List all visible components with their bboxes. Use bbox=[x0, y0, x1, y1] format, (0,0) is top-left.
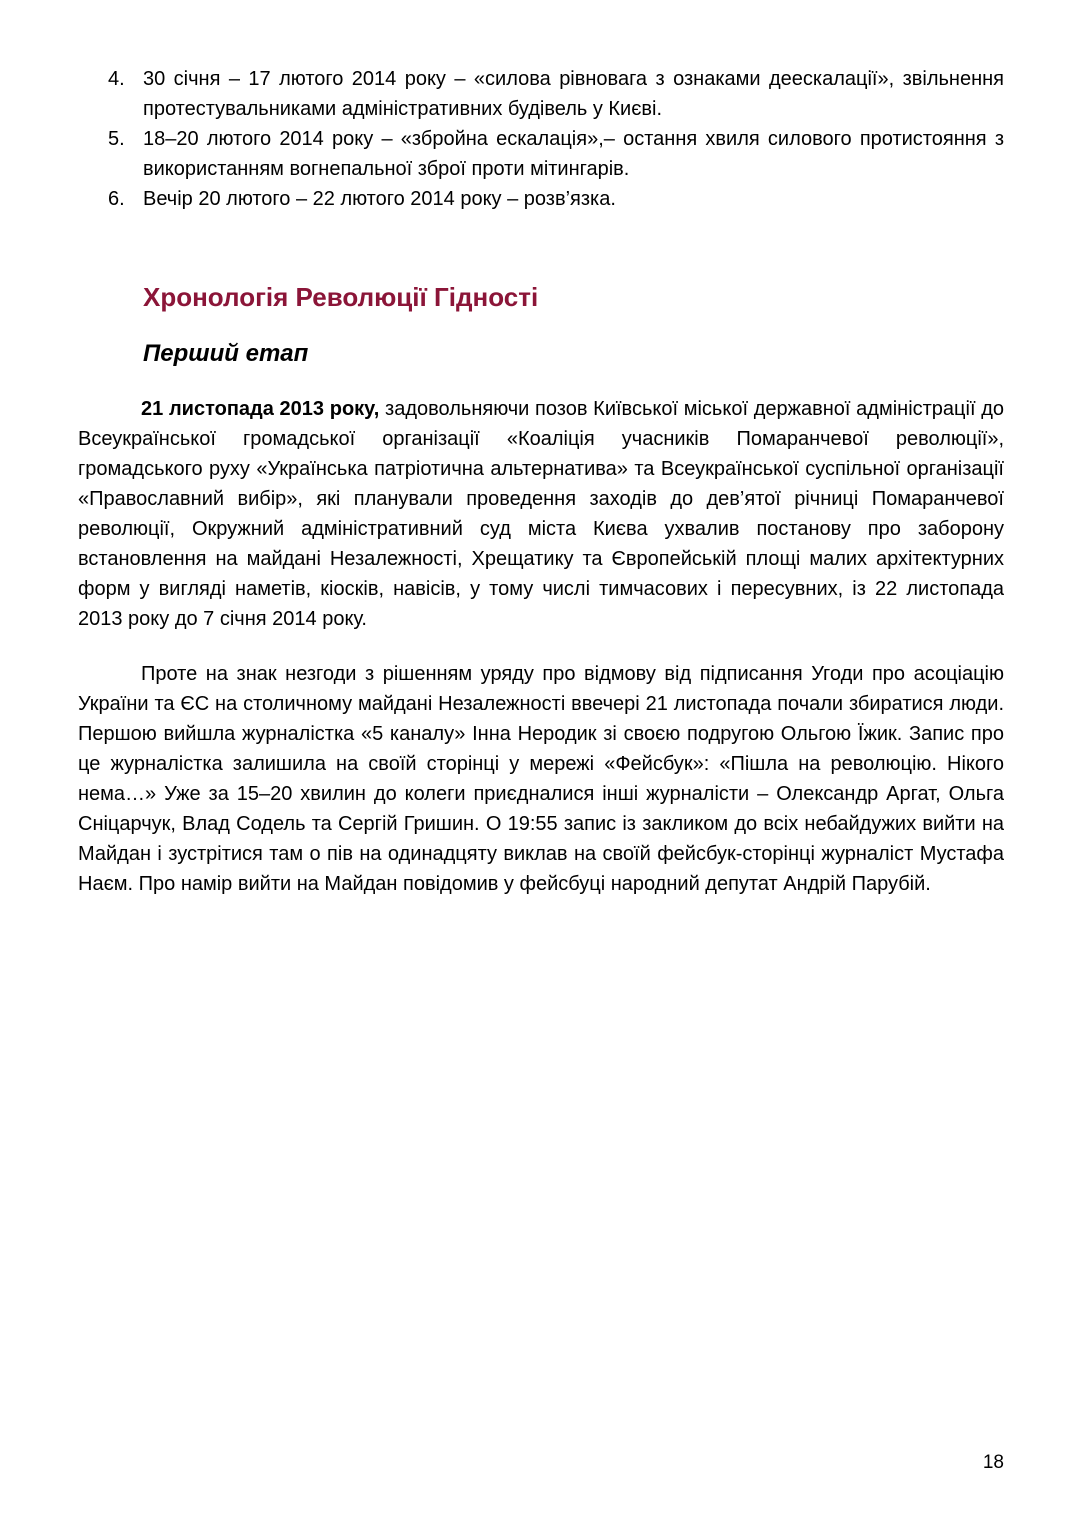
body-paragraph bbox=[78, 394, 1004, 634]
list-item-number: 4. bbox=[108, 68, 125, 90]
paragraph-text: задовольняючи позов Київської міської державної адміністрації до Всеукраїнської громадської організації «Коаліція учасників Помаранчевої революції», громадського руху «Українська патріотична альтернатива» та Всеукраїнської суспільної організації «Православний вибір», які планували проведення заходів до дев’ятої річниці Помаранчевої революції, Окружний адміністративний суд міста Києва ухвалив постанову про заборону встановлення на майдані Незалежності, Хрещатику та Європейській площі малих архітектурних форм у вигляді наметів, кіосків, навісів, у тому числі тимчасових і пересувних, із 22 листопада 2013 року до 7 січня 2014 року. bbox=[78, 398, 1004, 630]
paragraph-lead-date: 21 листопада 2013 року, bbox=[141, 398, 380, 420]
list-item bbox=[78, 124, 1004, 184]
list-item-number: 6. bbox=[108, 188, 125, 210]
list-item-number: 5. bbox=[108, 128, 125, 150]
page-number: 18 bbox=[982, 1452, 1004, 1473]
list-item-text: 18–20 лютого 2014 року – «збройна ескалація»,– остання хвиля силового протистояння з використанням вогнепальної зброї проти мітингарів. bbox=[143, 128, 1004, 180]
body-paragraph bbox=[78, 659, 1004, 899]
list-item-text: Вечір 20 лютого – 22 лютого 2014 року – розв’язка. bbox=[143, 188, 616, 210]
page-content bbox=[78, 64, 1004, 899]
section-heading: Хронологія Революції Гідності bbox=[143, 282, 539, 312]
stage-list bbox=[78, 64, 1004, 214]
list-item bbox=[78, 184, 1004, 214]
list-item bbox=[78, 64, 1004, 124]
paragraph-text: Проте на знак незгоди з рішенням уряду про відмову від підписання Угоди про асоціацію України та ЄС на столичному майдані Незалежності ввечері 21 листопада почали збиратися люди. Першою вийшла журналістка «5 каналу» Інна Неродик зі своєю подругою Ольгою Їжик. Запис про це журналістка залишила на своїй сторінці у мережі «Фейсбук»: «Пішла на революцію. Нікого нема…» Уже за 15–20 хвилин до колеги приєдналися інші журналісти – Олександр Аргат, Ольга Сніцарчук, Влад Содель та Сергій Гришин. О 19:55 запис із закликом до всіх небайдужих вийти на Майдан і зустрітися там о пів на одинадцяту виклав на своїй фейсбук-сторінці журналіст Мустафа Наєм. Про намір вийти на Майдан повідомив у фейсбуці народний депутат Андрій Парубій. bbox=[78, 663, 1004, 895]
list-item-text: 30 січня – 17 лютого 2014 року – «силова рівновага з ознаками деескалації», звільнення протестувальниками адміністративних будівель у Києві. bbox=[143, 68, 1004, 120]
subsection-heading: Перший етап bbox=[143, 340, 309, 367]
